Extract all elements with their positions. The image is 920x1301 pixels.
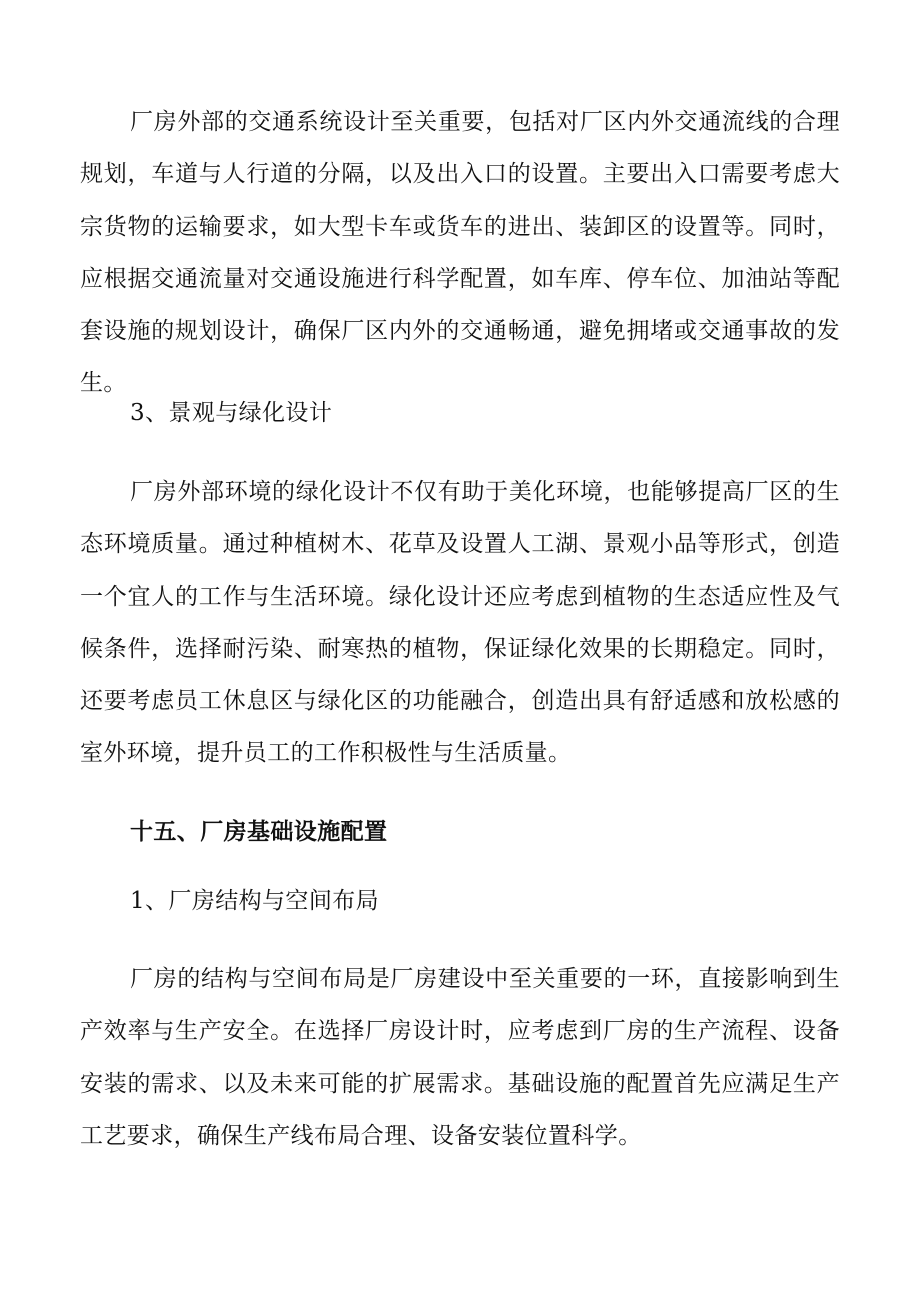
- heading-structure: [80, 886, 840, 916]
- subsection-heading: 1、厂房结构与空间布局: [130, 888, 380, 914]
- heading-section-fifteen: [80, 817, 840, 847]
- paragraph-greening: [80, 466, 840, 780]
- section-heading: 十五、厂房基础设施配置: [130, 818, 388, 845]
- subsection-heading: 3、景观与绿化设计: [130, 400, 333, 426]
- heading-landscape: [80, 398, 840, 428]
- paragraph-traffic-system: [80, 96, 840, 410]
- paragraph-text: 厂房外部的交通系统设计至关重要，包括对厂区内外交通流线的合理规划，车道与人行道的分隔，以及出入口的设置。主要出入口需要考虑大宗货物的运输要求，如大型卡车或货车的进出、装卸区的设置等。同时，应根据交通流量对交通设施进行科学配置，如车库、停车位、加油站等配套设施的规划设计，确保厂区内外的交通畅通，避免拥堵或交通事故的发生。: [80, 109, 840, 397]
- paragraph-structure-layout: [80, 953, 840, 1162]
- paragraph-text: 厂房外部环境的绿化设计不仅有助于美化环境，也能够提高厂区的生态环境质量。通过种植树木、花草及设置人工湖、景观小品等形式，创造一个宜人的工作与生活环境。绿化设计还应考虑到植物的生态适应性及气候条件，选择耐污染、耐寒热的植物，保证绿化效果的长期稳定。同时，还要考虑员工休息区与绿化区的功能融合，创造出具有舒适感和放松感的室外环境，提升员工的工作积极性与生活质量。: [80, 479, 840, 767]
- paragraph-text: 厂房的结构与空间布局是厂房建设中至关重要的一环，直接影响到生产效率与生产安全。在选择厂房设计时，应考虑到厂房的生产流程、设备安装的需求、以及未来可能的扩展需求。基础设施的配置首先应满足生产工艺要求，确保生产线布局合理、设备安装位置科学。: [80, 966, 840, 1149]
